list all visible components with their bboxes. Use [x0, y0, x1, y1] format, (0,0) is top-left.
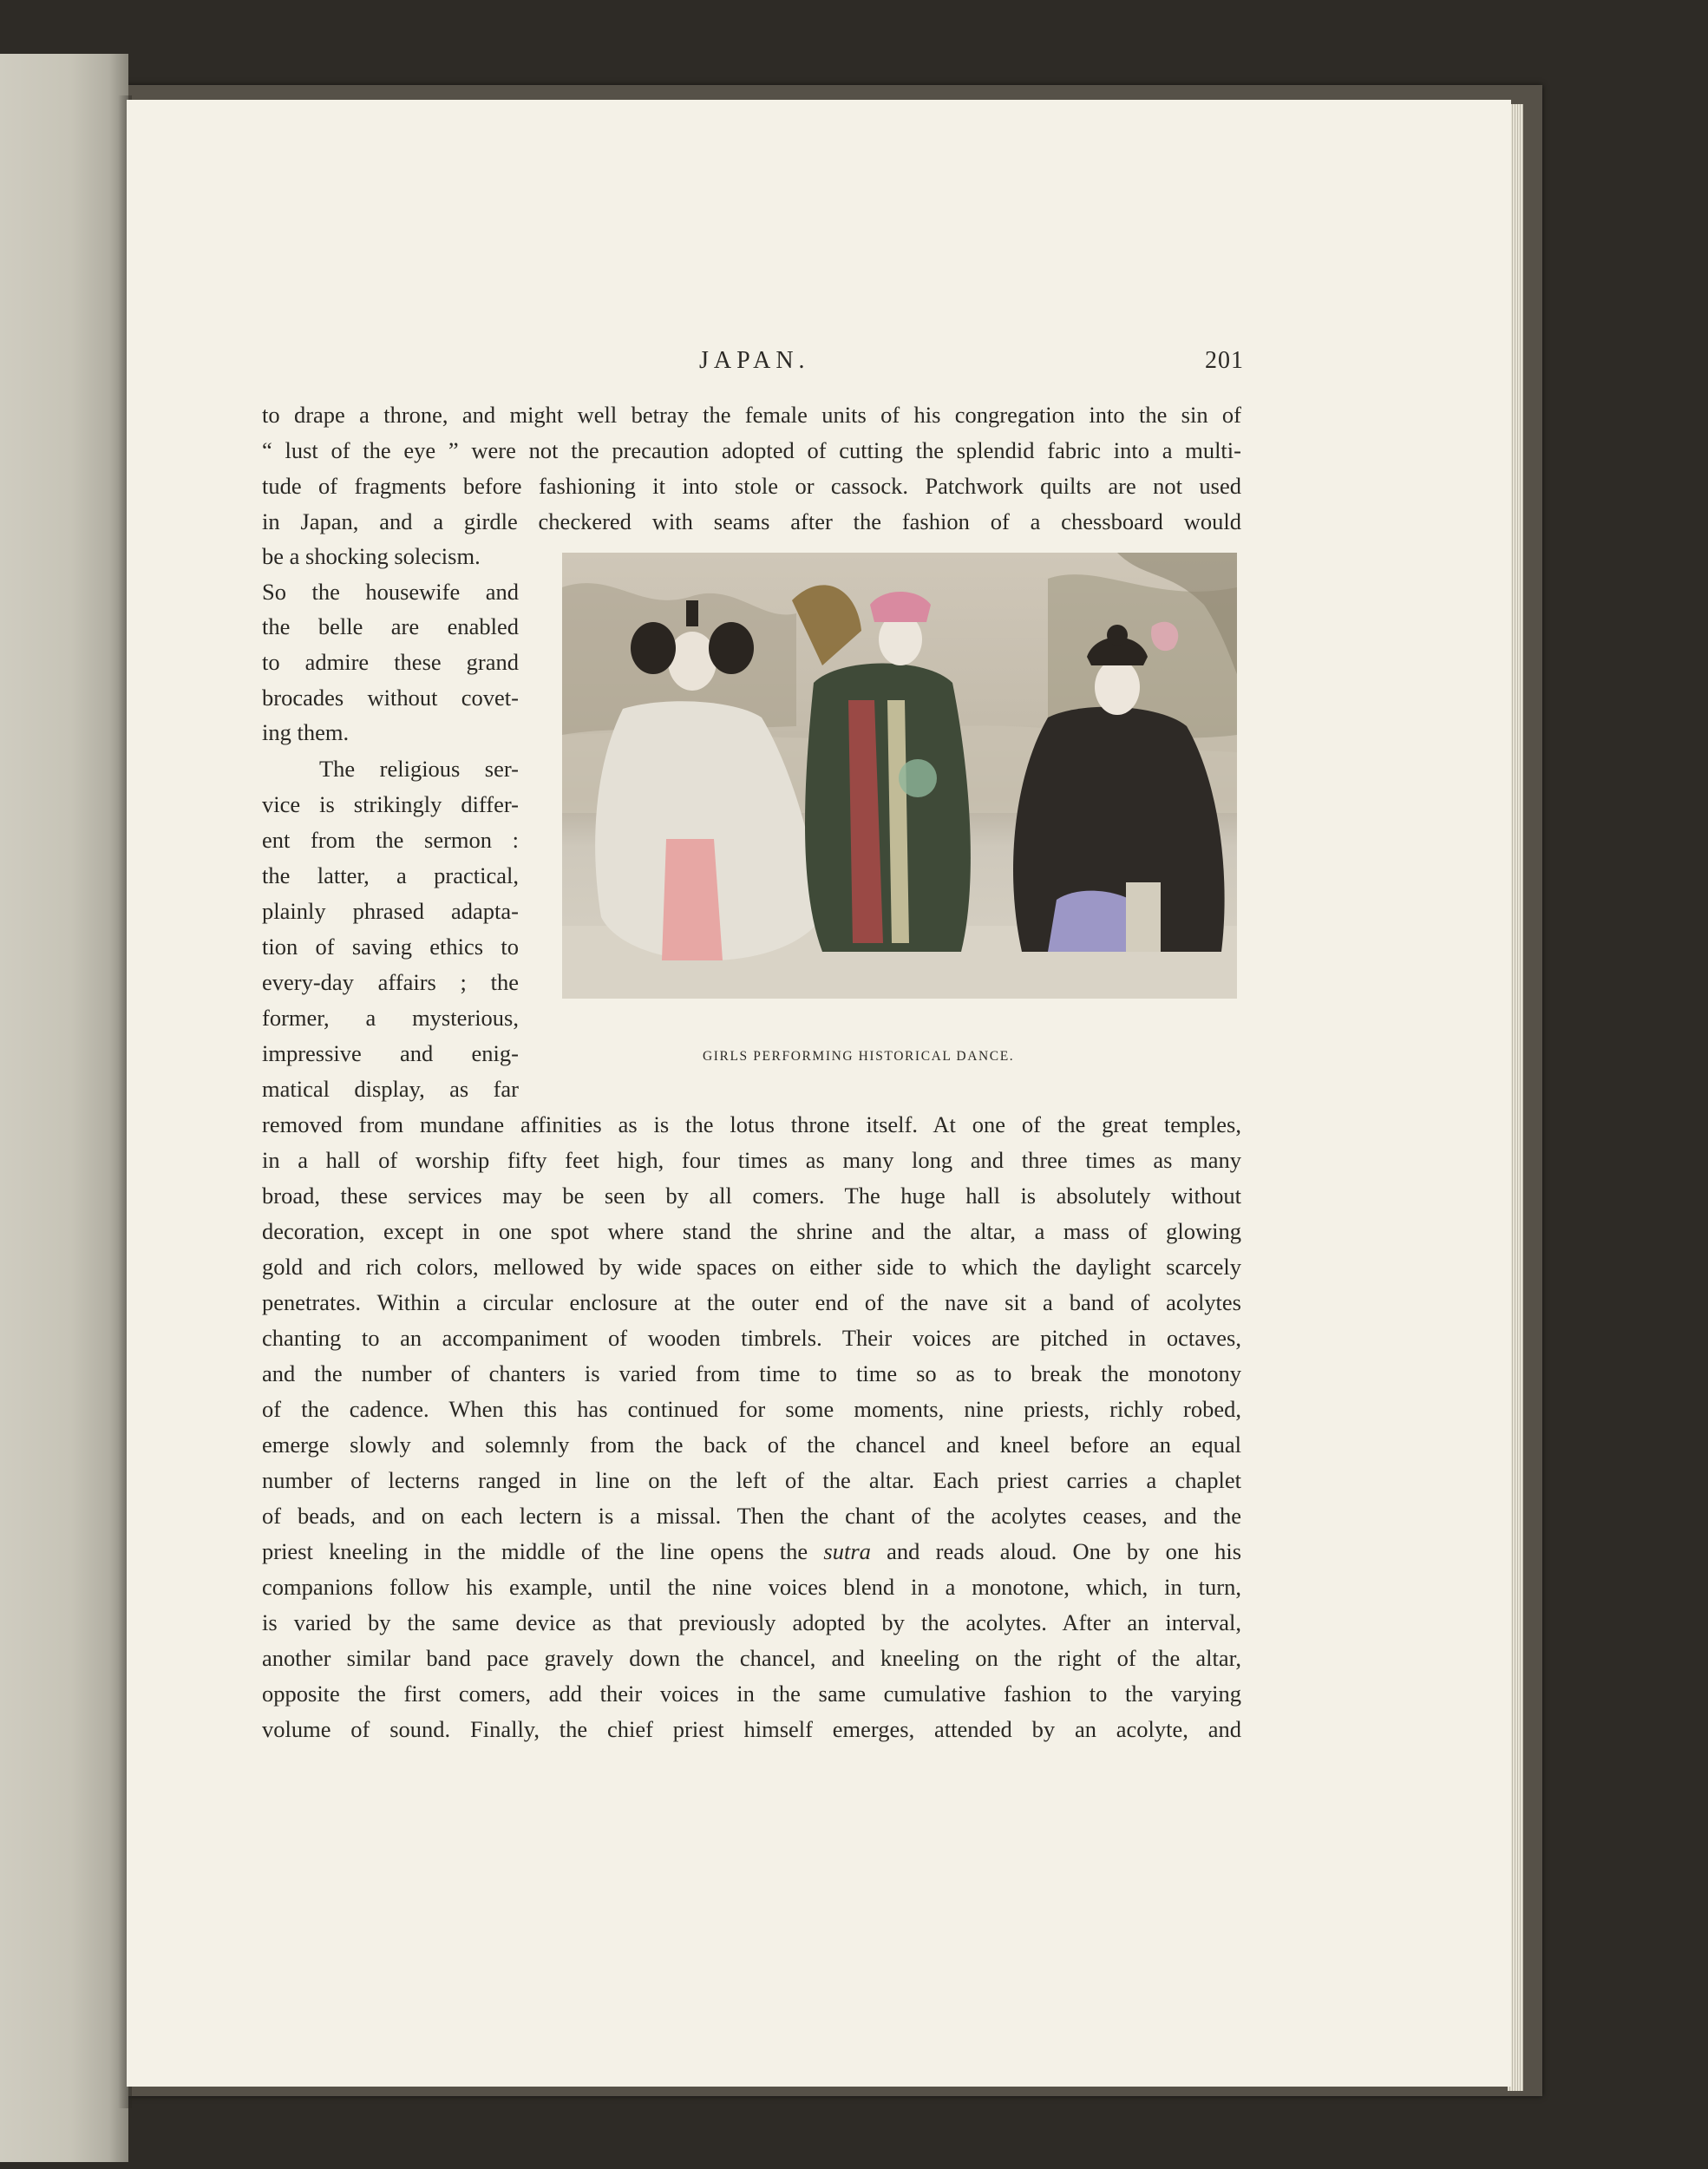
text-line: volume of sound. Finally, the chief priest himself emerges, attended by an acolyte, and — [262, 1716, 1241, 1742]
text-line: plainly phrased adapta- — [262, 898, 519, 924]
text-line: ing them. — [262, 719, 350, 745]
text-line: penetrates. Within a circular enclosure at the outer end of the nave sit a band of acolytes — [262, 1289, 1241, 1315]
text-line: vice is strikingly differ- — [262, 791, 519, 817]
text-line: number of lecterns ranged in line on the left of the altar. Each priest carries a chaplet — [262, 1467, 1241, 1493]
text-line: to admire these grand — [262, 649, 519, 675]
text-line: to drape a throne, and might well betray the female units of his congregation into the sin of — [262, 402, 1241, 428]
text-line: tion of saving ethics to — [262, 934, 519, 960]
text-after-italic: and reads aloud. One by one his — [887, 1538, 1242, 1564]
text-line: the latter, a practical, — [262, 862, 519, 888]
text-line: The religious ser- — [319, 756, 519, 782]
text-line: and the number of chanters is varied from time to time so as to break the monotony — [262, 1360, 1241, 1386]
text-line: “ lust of the eye ” were not the precaution adopted of cutting the splendid fabric into a multi- — [262, 437, 1241, 463]
page-number: 201 — [1205, 347, 1244, 374]
text-line: opposite the first comers, add their voices in the same cumulative fashion to the varying — [262, 1681, 1241, 1707]
text-line-italic — [262, 1534, 1241, 1569]
text-line: So the housewife and — [262, 579, 519, 605]
running-title: JAPAN. — [699, 347, 810, 374]
text-line: every-day affairs ; the — [262, 969, 519, 995]
text-line: companions follow his example, until the nine voices blend in a monotone, which, in turn, — [262, 1574, 1241, 1600]
text-line: broad, these services may be seen by all comers. The huge hall is absolutely without — [262, 1183, 1241, 1209]
text-line: matical display, as far — [262, 1076, 519, 1102]
text-line: tude of fragments before fashioning it into stole or cassock. Patchwork quilts are not used — [262, 473, 1241, 499]
text-line: of beads, and on each lectern is a missal. Then the chant of the acolytes ceases, and the — [262, 1503, 1241, 1529]
text-line: ent from the sermon : — [262, 827, 519, 853]
text-line: another similar band pace gravely down the chancel, and kneeling on the right of the altar, — [262, 1645, 1241, 1671]
text-line: chanting to an accompaniment of wooden timbrels. Their voices are pitched in octaves, — [262, 1325, 1241, 1351]
text-line: decoration, except in one spot where stand the shrine and the altar, a mass of glowing — [262, 1218, 1241, 1244]
left-page-edge — [0, 54, 128, 2162]
text-line: is varied by the same device as that previously adopted by the acolytes. After an interval, — [262, 1609, 1241, 1635]
text-line: brocades without covet- — [262, 685, 519, 711]
text-line: impressive and enig- — [262, 1040, 519, 1066]
text-line: emerge slowly and solemnly from the back of the chancel and kneel before an equal — [262, 1432, 1241, 1458]
text-line: of the cadence. When this has continued for some moments, nine priests, richly robed, — [262, 1396, 1241, 1422]
text-line: gold and rich colors, mellowed by wide spaces on either side to which the daylight scarcely — [262, 1254, 1241, 1280]
italic-word: sutra — [823, 1538, 871, 1564]
text-before-italic: priest kneeling in the middle of the line opens the — [262, 1538, 808, 1564]
hand-colored-photograph — [562, 553, 1237, 999]
text-line: be a shocking solecism. — [262, 543, 481, 569]
text-line: removed from mundane affinities as is the lotus throne itself. At one of the great temples, — [262, 1111, 1241, 1137]
text-line: former, a mysterious, — [262, 1005, 519, 1031]
figure-caption: GIRLS PERFORMING HISTORICAL DANCE. — [703, 1049, 1015, 1064]
text-line: the belle are enabled — [262, 613, 519, 639]
text-line: in Japan, and a girdle checkered with seams after the fashion of a chessboard would — [262, 508, 1241, 534]
text-line: in a hall of worship fifty feet high, four times as many long and three times as many — [262, 1147, 1241, 1173]
